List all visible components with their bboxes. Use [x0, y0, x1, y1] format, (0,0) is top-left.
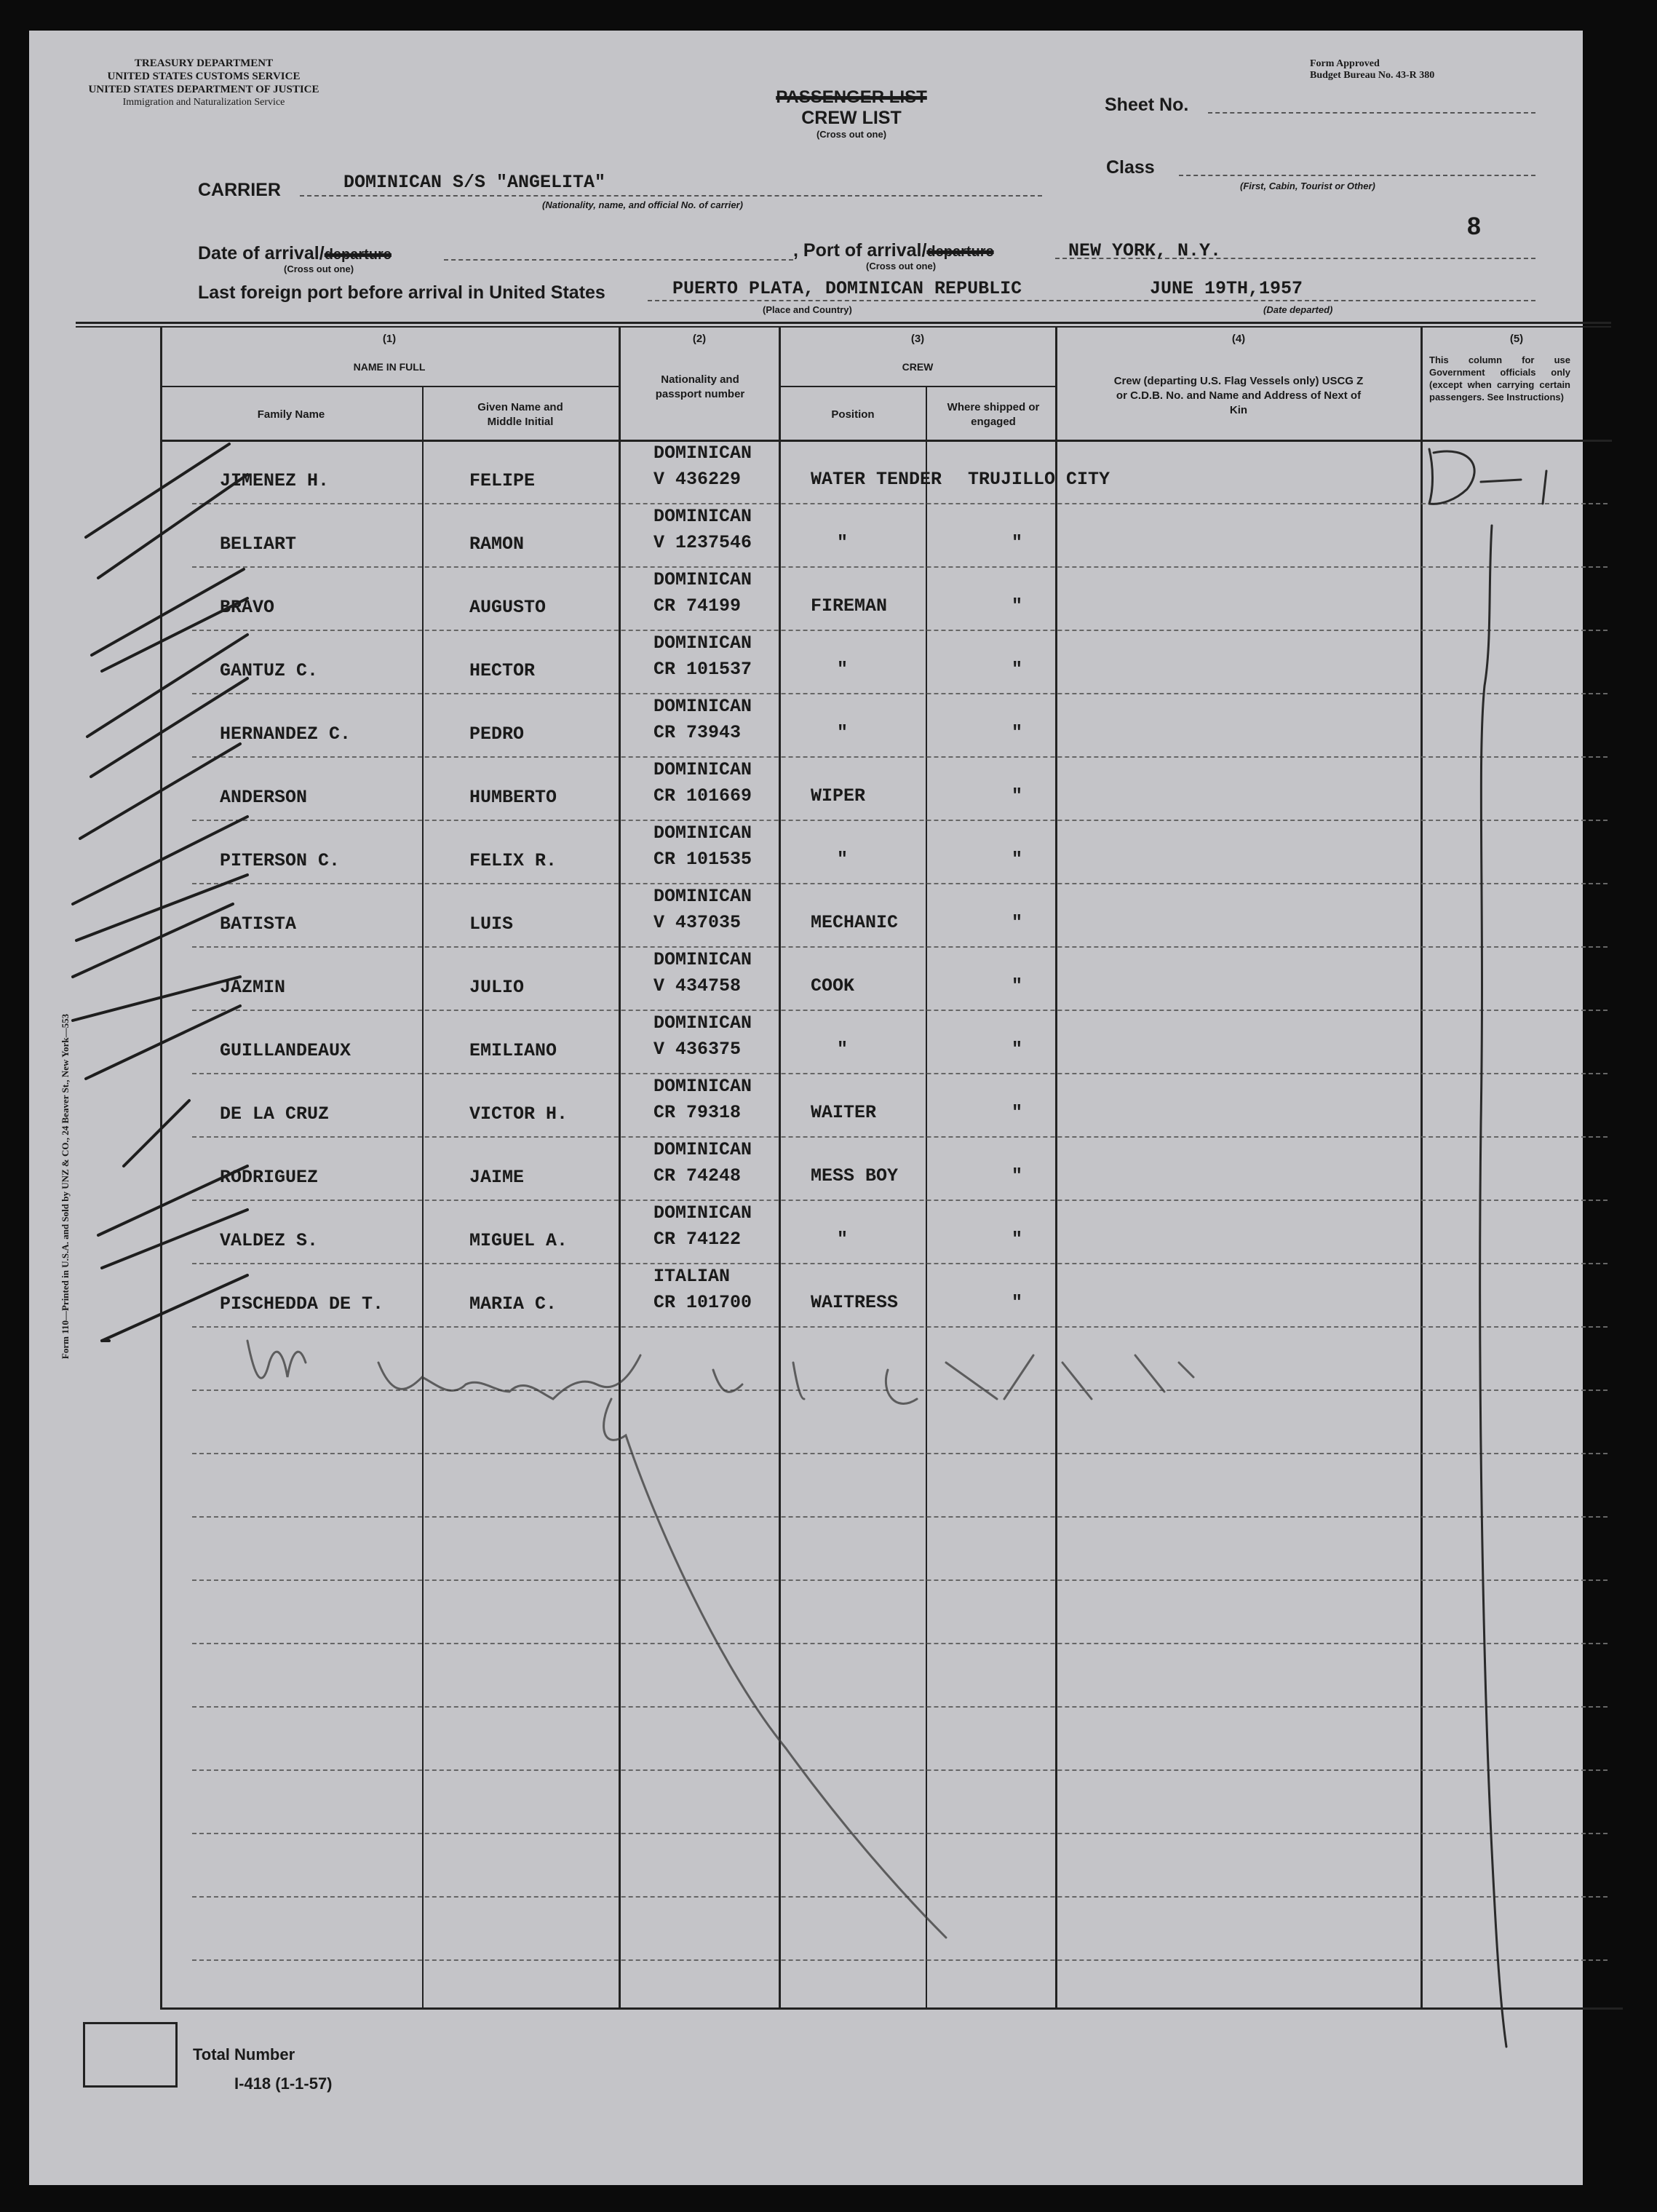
shipped-cell: ": [1012, 722, 1023, 743]
given-name-cell: FELIX R.: [469, 850, 557, 871]
shipped-cell: ": [1012, 532, 1023, 553]
sheet-no-label: Sheet No.: [1105, 95, 1189, 115]
passport-cell: CR 74122: [653, 1229, 742, 1250]
date-arrival-text: Date of arrival/: [198, 243, 325, 263]
departed-date: JUNE 19TH,1957: [1150, 278, 1303, 299]
tick-mark: [73, 817, 247, 904]
position-cell: ": [837, 849, 849, 870]
shipped-cell: ": [1012, 1165, 1023, 1186]
passport-cell: V 1237546: [653, 532, 752, 553]
given-name-cell: EMILIANO: [469, 1040, 557, 1061]
col4-title: Crew (departing U.S. Flag Vessels only) USCG Z or C.D.B. No. and Name and Address of Next of Kin: [1113, 375, 1364, 416]
col2-title: Nationality and passport number: [655, 373, 745, 400]
agency-line: UNITED STATES DEPARTMENT OF JUSTICE: [88, 84, 319, 95]
tick-mark: [86, 1006, 240, 1079]
nationality-cell: DOMINICAN: [653, 759, 752, 780]
given-name-cell: LUIS: [469, 913, 514, 935]
passport-cell: CR 73943: [653, 722, 742, 743]
tick-mark: [86, 444, 247, 578]
family-name-cell: BELIART: [220, 534, 297, 555]
foreign-port-note: (Place and Country): [763, 304, 852, 315]
col5-title: This column for use Government officials only (except when carrying certain passengers. See Instructions): [1429, 354, 1570, 403]
nationality-cell: DOMINICAN: [653, 822, 752, 844]
given-name-cell: VICTOR H.: [469, 1103, 568, 1125]
given-name-header: Given Name and Middle Initial: [477, 401, 563, 428]
port-departure-crossed: departure: [926, 244, 994, 260]
carrier-label: CARRIER: [198, 180, 281, 200]
shipped-cell: TRUJILLO CITY: [968, 469, 1110, 490]
col4-number: (4): [1231, 333, 1246, 345]
family-name-cell: PITERSON C.: [220, 850, 341, 871]
foreign-port-value: PUERTO PLATA, DOMINICAN REPUBLIC: [672, 278, 1022, 299]
signature-stroke: [247, 1341, 306, 1378]
shipped-cell: ": [1012, 912, 1023, 933]
given-name-cell: MARIA C.: [469, 1293, 557, 1315]
passport-cell: CR 74248: [653, 1165, 742, 1186]
date-departure-crossed: departure: [324, 247, 392, 263]
handwriting-layer: [29, 31, 1583, 2185]
passport-cell: CR 74199: [653, 595, 742, 617]
tick-mark: [102, 1275, 247, 1341]
given-name-cell: HUMBERTO: [469, 787, 557, 808]
nationality-cell: DOMINICAN: [653, 1139, 752, 1160]
family-name-cell: RODRIGUEZ: [220, 1167, 319, 1188]
passport-cell: V 434758: [653, 975, 742, 996]
passport-cell: CR 101669: [653, 785, 752, 806]
date-cross-note: (Cross out one): [284, 263, 354, 274]
cross-out-note: (Cross out one): [816, 129, 887, 140]
column5-line: [1480, 526, 1506, 2047]
form-number: I-418 (1-1-57): [234, 2074, 333, 2093]
position-cell: ": [837, 1229, 849, 1250]
family-name-cell: JAZMIN: [220, 977, 286, 998]
shipped-cell: ": [1012, 785, 1023, 806]
given-name-cell: RAMON: [469, 534, 525, 555]
form-approved: Form Approved: [1310, 58, 1380, 69]
where-shipped-header: Where shipped or engaged: [947, 401, 1040, 428]
col5-number: (5): [1509, 333, 1524, 345]
position-cell: WIPER: [811, 785, 866, 806]
shipped-cell: ": [1012, 975, 1023, 996]
family-name-cell: JIMENEZ H.: [220, 470, 330, 491]
given-name-cell: JAIME: [469, 1167, 525, 1188]
departed-date-note: (Date departed): [1263, 304, 1333, 315]
family-name-cell: VALDEZ S.: [220, 1230, 319, 1251]
port-arrival-text: Port of arrival/: [803, 240, 927, 261]
carrier-value: DOMINICAN S/S "ANGELITA": [343, 172, 606, 193]
family-name-header: Family Name: [257, 408, 325, 421]
family-name-cell: GUILLANDEAUX: [220, 1040, 351, 1061]
passport-cell: CR 101535: [653, 849, 752, 870]
position-cell: WATER TENDER: [811, 469, 942, 490]
nationality-cell: DOMINICAN: [653, 886, 752, 907]
shipped-cell: ": [1012, 595, 1023, 617]
tick-mark: [80, 744, 240, 839]
passport-cell: V 436375: [653, 1039, 742, 1060]
signature-stroke: [713, 1363, 804, 1399]
agency-line: Immigration and Naturalization Service: [122, 97, 285, 108]
given-name-cell: HECTOR: [469, 660, 536, 681]
class-note: (First, Cabin, Tourist or Other): [1240, 181, 1375, 191]
passport-cell: CR 79318: [653, 1102, 742, 1123]
nationality-cell: DOMINICAN: [653, 1012, 752, 1034]
list-title: CREW LIST: [801, 108, 902, 128]
position-cell: WAITER: [811, 1102, 877, 1123]
position-cell: ": [837, 1039, 849, 1060]
signature-tail: [604, 1399, 946, 1938]
comma: ,: [793, 240, 803, 261]
tick-mark: [98, 1166, 247, 1268]
col1-title: NAME IN FULL: [353, 361, 426, 373]
family-name-cell: GANTUZ C.: [220, 660, 319, 681]
given-name-cell: JULIO: [469, 977, 525, 998]
given-name-cell: FELIPE: [469, 470, 536, 491]
foreign-port-label: Last foreign port before arrival in United States: [198, 282, 605, 303]
col2-number: (2): [692, 333, 707, 345]
given-name-cell: AUGUSTO: [469, 597, 547, 618]
given-name-cell: PEDRO: [469, 724, 525, 745]
passport-cell: CR 101700: [653, 1292, 752, 1313]
position-cell: COOK: [811, 975, 855, 996]
nationality-cell: ITALIAN: [653, 1266, 731, 1287]
shipped-cell: ": [1012, 849, 1023, 870]
family-name-cell: BRAVO: [220, 597, 275, 618]
d-one-mark: [1429, 449, 1546, 504]
passport-cell: V 437035: [653, 912, 742, 933]
tick-mark: [124, 1101, 189, 1166]
tick-mark: [73, 977, 240, 1020]
tick-mark: [92, 569, 247, 671]
class-label: Class: [1106, 157, 1155, 178]
shipped-cell: ": [1012, 1039, 1023, 1060]
shipped-cell: ": [1012, 1102, 1023, 1123]
position-cell: FIREMAN: [811, 595, 888, 617]
nationality-cell: DOMINICAN: [653, 569, 752, 590]
nationality-cell: DOMINICAN: [653, 506, 752, 527]
shipped-cell: ": [1012, 1292, 1023, 1313]
passenger-list-crossed: PASSENGER LIST: [776, 87, 927, 107]
col3-number: (3): [910, 333, 925, 345]
nationality-cell: DOMINICAN: [653, 1076, 752, 1097]
col1-number: (1): [382, 333, 397, 345]
carrier-note: (Nationality, name, and official No. of carrier): [542, 199, 743, 210]
nationality-cell: DOMINICAN: [653, 633, 752, 654]
position-cell: ": [837, 722, 849, 743]
family-name-cell: BATISTA: [220, 913, 297, 935]
page-number: 8: [1467, 213, 1481, 240]
passport-cell: V 436229: [653, 469, 742, 490]
position-cell: ": [837, 532, 849, 553]
port-value: NEW YORK, N.Y.: [1068, 240, 1222, 261]
shipped-cell: ": [1012, 1229, 1023, 1250]
agency-line: TREASURY DEPARTMENT: [134, 58, 274, 69]
side-print: Form 110—Printed in U.S.A. and Sold by UNZ & CO., 24 Beaver St., New York—553: [60, 1013, 71, 1360]
position-cell: ": [837, 659, 849, 680]
position-cell: WAITRESS: [811, 1292, 899, 1313]
family-name-cell: ANDERSON: [220, 787, 308, 808]
port-cross-note: (Cross out one): [866, 261, 937, 271]
nationality-cell: DOMINICAN: [653, 696, 752, 717]
budget-bureau: Budget Bureau No. 43-R 380: [1310, 70, 1435, 81]
signature-stroke: [378, 1355, 640, 1399]
col3-title: CREW: [902, 361, 934, 373]
family-name-cell: PISCHEDDA DE T.: [220, 1293, 384, 1315]
total-label: Total Number: [193, 2045, 295, 2064]
tick-mark: [91, 678, 247, 777]
agency-line: UNITED STATES CUSTOMS SERVICE: [107, 71, 301, 82]
passport-cell: CR 101537: [653, 659, 752, 680]
nationality-cell: DOMINICAN: [653, 949, 752, 970]
crew-list-form: [29, 31, 1583, 2185]
signature-stroke: [886, 1355, 1193, 1403]
position-header: Position: [831, 408, 875, 421]
given-name-cell: MIGUEL A.: [469, 1230, 568, 1251]
tick-mark: [87, 635, 247, 737]
position-cell: MESS BOY: [811, 1165, 899, 1186]
position-cell: MECHANIC: [811, 912, 899, 933]
shipped-cell: ": [1012, 659, 1023, 680]
family-name-cell: HERNANDEZ C.: [220, 724, 351, 745]
family-name-cell: DE LA CRUZ: [220, 1103, 330, 1125]
nationality-cell: DOMINICAN: [653, 1202, 752, 1224]
nationality-cell: DOMINICAN: [653, 443, 752, 464]
